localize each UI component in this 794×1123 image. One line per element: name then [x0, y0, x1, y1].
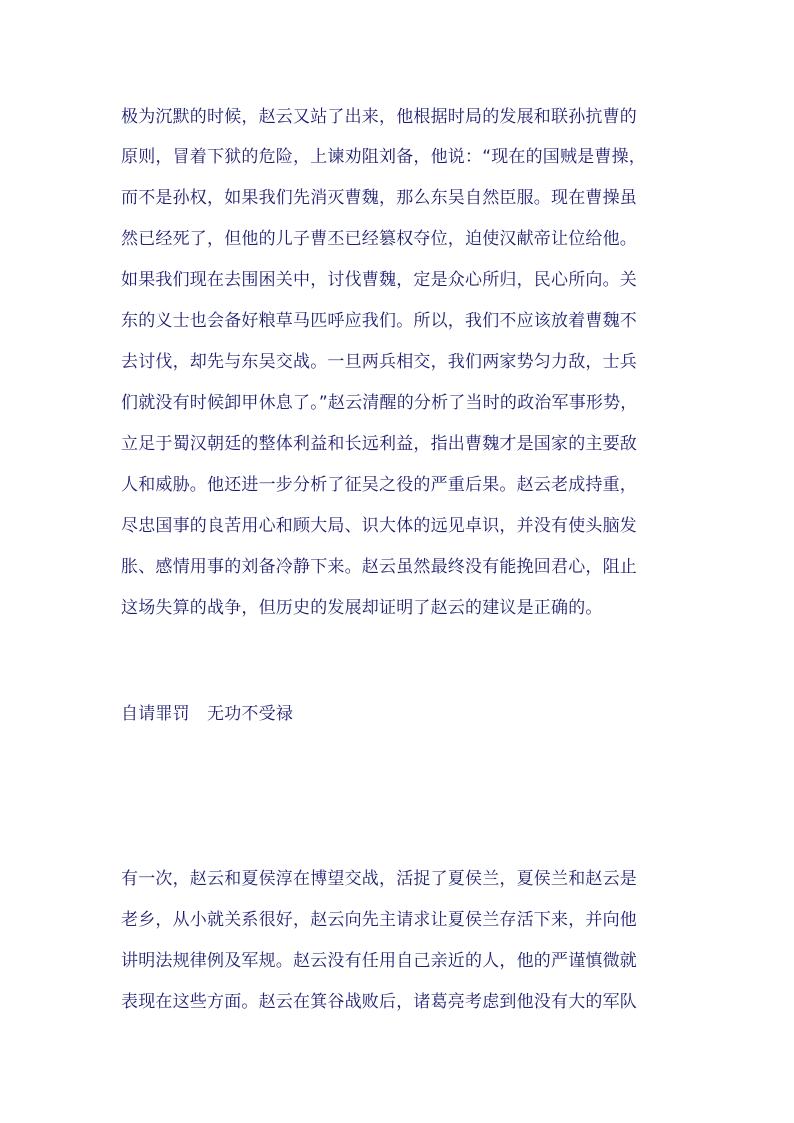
- paragraph-line: 然已经死了，但他的儿子曹丕已经篡权夺位，迫使汉献帝让位给他。: [121, 229, 637, 249]
- paragraph-line: 立足于蜀汉朝廷的整体利益和长远利益，指出曹魏才是国家的主要敌: [121, 434, 637, 454]
- paragraph-line: 这场失算的战争，但历史的发展却证明了赵云的建议是正确的。: [121, 598, 603, 618]
- paragraph-line: 讲明法规律例及军规。赵云没有任用自己亲近的人，他的严谨慎微就: [121, 951, 637, 971]
- paragraph-line: 尽忠国事的良苦用心和顾大局、识大体的远见卓识，并没有使头脑发: [121, 516, 637, 536]
- paragraph-line: 人和威胁。他还进一步分析了征吴之役的严重后果。赵云老成持重，: [121, 475, 637, 495]
- paragraph-line: 去讨伐，却先与东吴交战。一旦两兵相交，我们两家势匀力敌，士兵: [121, 352, 637, 372]
- paragraph-line: 原则，冒着下狱的危险，上谏劝阻刘备，他说：“现在的国贼是曹操，: [121, 147, 647, 167]
- paragraph-line: 而不是孙权，如果我们先消灭曹魏，那么东吴自然臣服。现在曹操虽: [121, 188, 637, 208]
- paragraph-line: 如果我们现在去围困关中，讨伐曹魏，定是众心所归，民心所向。关: [121, 270, 637, 290]
- paragraph-line: 们就没有时候卸甲休息了。”赵云清醒的分析了当时的政治军事形势，: [121, 393, 638, 413]
- paragraph-line: 胀、感情用事的刘备冷静下来。赵云虽然最终没有能挽回君心，阻止: [121, 557, 637, 577]
- paragraph-line: 有一次，赵云和夏侯淳在博望交战，活捉了夏侯兰，夏侯兰和赵云是: [121, 869, 637, 889]
- paragraph-line: 老乡，从小就关系很好，赵云向先主请求让夏侯兰存活下来，并向他: [121, 910, 637, 930]
- paragraph-line: 极为沉默的时候，赵云又站了出来，他根据时局的发展和联孙抗曹的: [121, 107, 637, 127]
- paragraph-line: 表现在这些方面。赵云在箕谷战败后，诸葛亮考虑到他没有大的军队: [121, 992, 637, 1012]
- paragraph-line: 东的义士也会备好粮草马匹呼应我们。所以，我们不应该放着曹魏不: [121, 311, 637, 331]
- section-heading: 自请罪罚 无功不受禄: [121, 704, 293, 724]
